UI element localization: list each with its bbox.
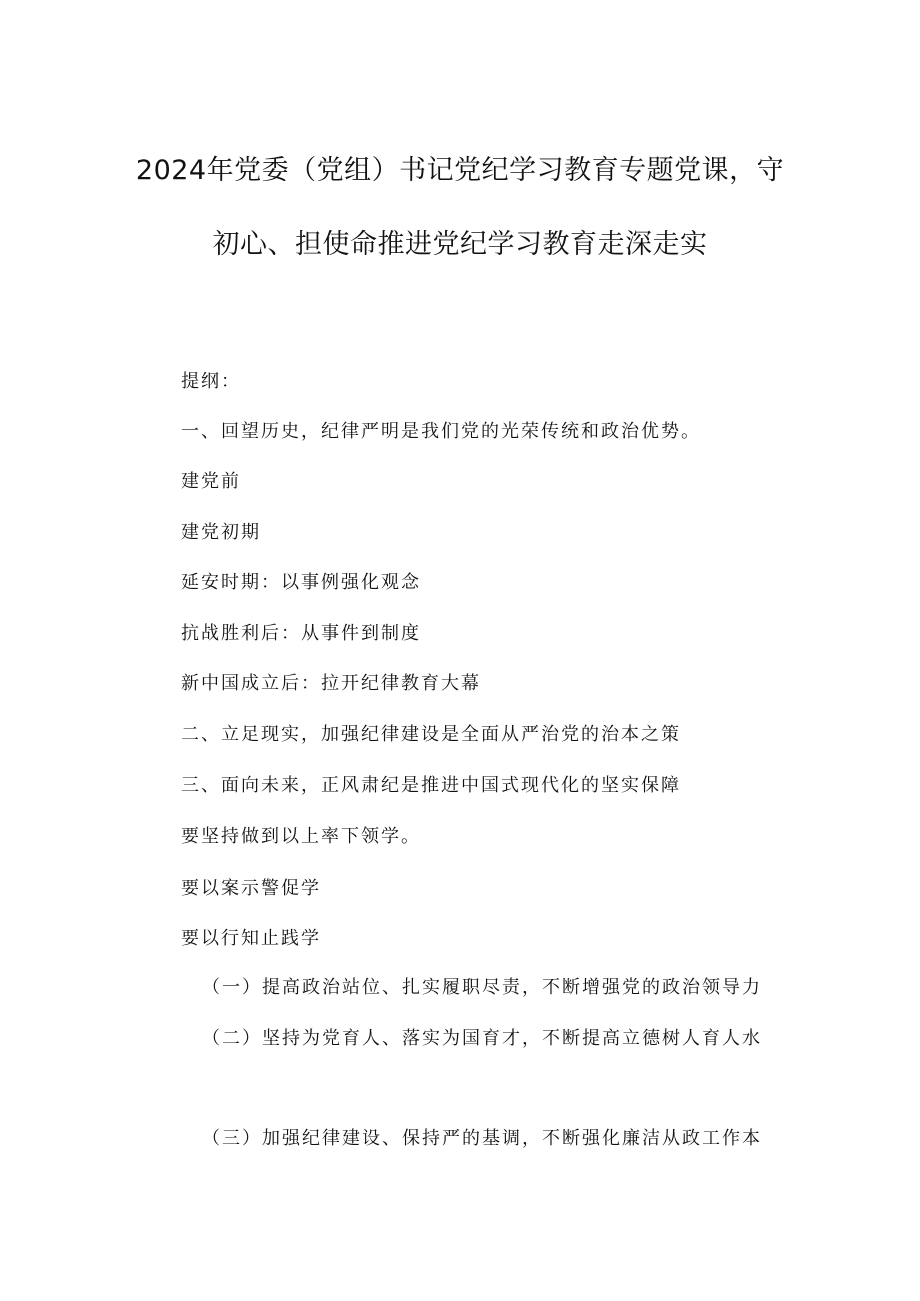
outline-subitem: （三）加强纪律建设、保持严的基调，不断强化廉洁从政工作本 <box>202 1128 762 1149</box>
outline-line: 建党初期 <box>181 522 261 543</box>
outline-line: 新中国成立后：拉开纪律教育大幕 <box>181 673 481 694</box>
outline-line: 要以案示警促学 <box>181 878 321 899</box>
outline-line: 抗战胜利后：从事件到制度 <box>181 623 421 644</box>
document-title-line-2: 初心、担使命推进党纪学习教育走深走实 <box>212 229 708 260</box>
outline-label: 提纲： <box>181 371 241 392</box>
outline-line: 二、立足现实，加强纪律建设是全面从严治党的治本之策 <box>181 724 681 745</box>
outline-subitem: （一）提高政治站位、扎实履职尽责，不断增强党的政治领导力 <box>202 977 762 998</box>
outline-line: 一、回望历史，纪律严明是我们党的光荣传统和政治优势。 <box>181 421 701 442</box>
outline-subitem: （二）坚持为党育人、落实为国育才，不断提高立德树人育人水 <box>202 1028 762 1049</box>
outline-line: 建党前 <box>181 471 241 492</box>
document-title-line-1: 2024年党委（党组）书记党纪学习教育专题党课，守 <box>135 155 785 186</box>
outline-line: 延安时期：以事例强化观念 <box>181 572 421 593</box>
outline-line: 要坚持做到以上率下领学。 <box>181 826 421 847</box>
outline-line: 三、面向未来，正风肃纪是推进中国式现代化的坚实保障 <box>181 775 681 796</box>
outline-line: 要以行知止践学 <box>181 928 321 949</box>
